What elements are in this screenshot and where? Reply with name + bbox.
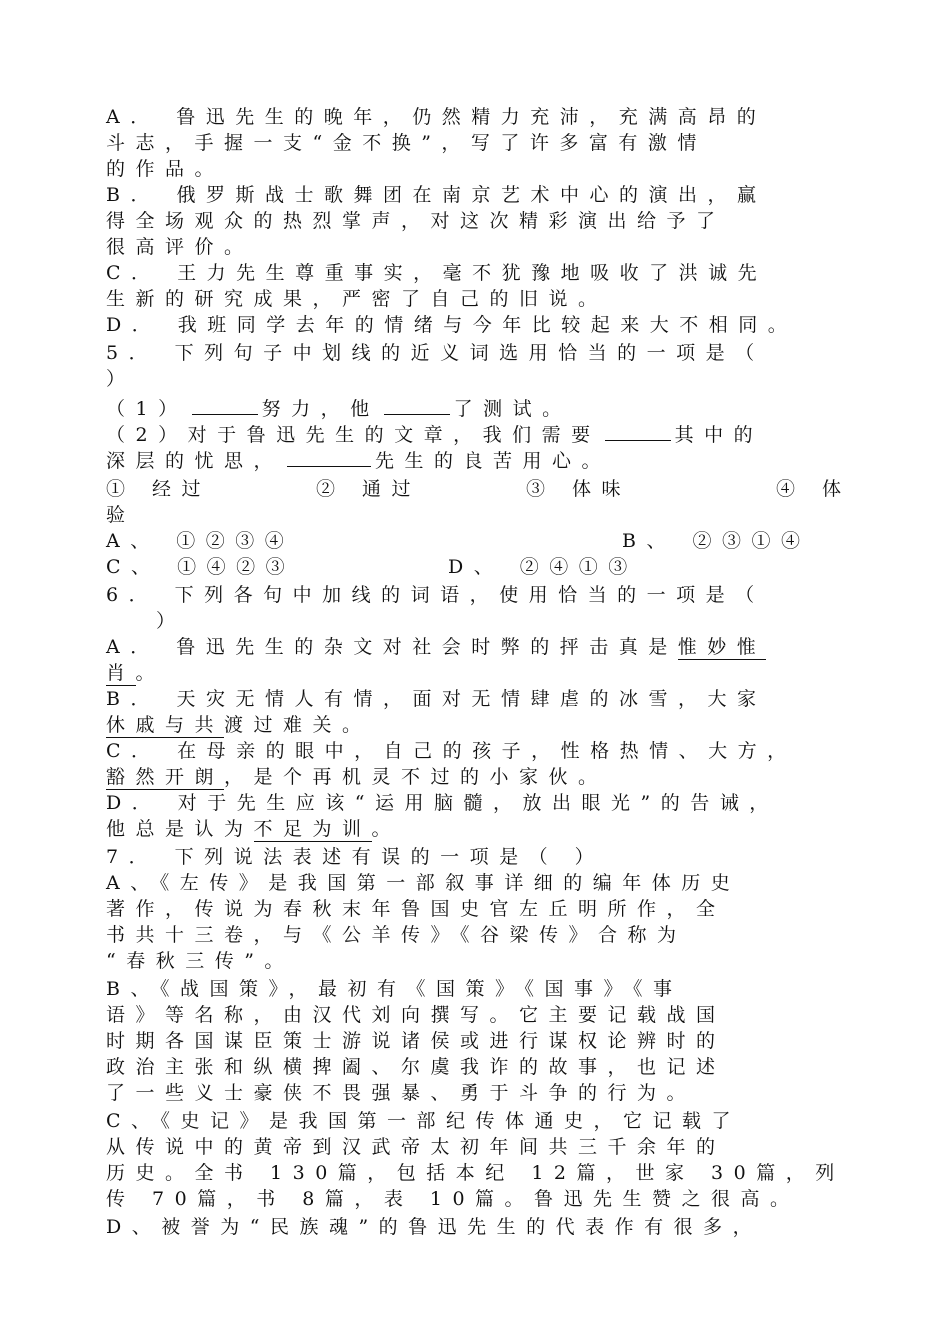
q6-option-d-line1: D． 对于先生应该“运用脑髓，放出眼光”的告诫， [106,792,779,814]
q6-a-prefix: A． 鲁迅先生的杂文对社会时弊的抨击真是 [106,636,678,658]
q7-option-c-line3: 历史。全书 130篇，包括本纪 12篇，世家 30篇，列 [106,1162,845,1184]
q7-option-a-line4: “春秋三传”。 [106,950,294,972]
q6-d-suffix: 。 [371,818,402,840]
q7-option-b-line2: 语》等名称，由汉代刘向撰写。它主要记载战国 [106,1004,726,1026]
q7-stem: 7． 下列说法表述有误的一项是（ ） [106,846,605,868]
q6-option-b-line1: B． 天灾无情人有情，面对无情肆虐的冰雪，大家 [106,688,767,710]
q7-option-c-line1: C、《史记》是我国第一部纪传体通史，它记载了 [106,1110,742,1132]
q5-stem-line2: ） [106,368,136,390]
q5-option-b: B、 ②③①④ [622,530,811,552]
q6-b-suffix: 渡过难关。 [224,714,372,736]
q7-option-a-line2: 著作，传说为春秋末年鲁国史官左丘明所作，全 [106,898,726,920]
q5-blank-3 [605,422,671,441]
q5-s1-suffix: 了测试。 [453,398,572,420]
q5-s2-prefix: （2）对于鲁迅先生的文章，我们需要 [106,424,601,446]
q6-stem-line2: ） [156,610,186,632]
q5-word-1: ① 经过 [106,478,212,500]
q6-b-underlined-word: 休戚与共 [106,714,225,736]
q6-a-underlined-word: 惟妙惟 [677,636,767,658]
q5-stem-line1: 5． 下列句子中划线的近义词选用恰当的一项是（ [106,342,765,364]
q5-s2-suffix: 其中的 [674,424,764,446]
q7-option-a-line3: 书共十三卷，与《公羊传》《谷梁传》合称为 [106,924,687,946]
q7-option-b-line4: 政治主张和纵横捭阖、尔虞我诈的故事，也记述 [106,1056,726,1078]
q7-option-b-line3: 时期各国谋臣策士游说诸侯或进行谋权论辨时的 [106,1030,726,1052]
q5-word-4-wrap: 验 [106,504,136,526]
q5-sentence-2 [106,422,763,448]
q6-option-d-line2 [106,816,401,842]
q5-word-choices [106,476,852,502]
q5-s1-middle: 努力，他 [261,398,380,420]
q6-d-prefix: 他总是认为 [106,818,254,840]
q6-a-underlined-word-cont: 肖 [106,662,136,684]
q4-option-c-line1: C． 王力先生尊重事实，毫不犹豫地吸收了洪诚先 [106,262,768,284]
q6-option-c-line1: C． 在母亲的眼中，自己的孩子，性格热情、大方， [106,740,797,762]
q5-option-c: C、 ①④②③ [106,556,296,578]
q5-options-ab [106,528,811,554]
q6-c-suffix: ，是个再机灵不过的小家伙。 [224,766,608,788]
q5-sentence-1 [106,396,572,422]
q5-option-a: A、 ①②③④ [106,530,295,552]
q6-option-a-line2 [106,660,165,686]
q5-blank-4 [287,448,371,467]
q6-option-a-line1 [106,634,766,660]
q6-d-underlined-word: 不足为训 [253,818,372,840]
q5-option-d: D、 ②④①③ [448,556,638,578]
q6-option-b-line2 [106,712,372,738]
q7-option-b-line5: 了一些义士豪侠不畏强暴、勇于斗争的行为。 [106,1082,697,1104]
q4-option-d-line1: D． 我班同学去年的情绪与今年比较起来大不相同。 [106,314,798,336]
q5-blank-2 [384,396,450,415]
q4-option-a-line3: 的作品。 [106,158,225,180]
q4-option-b-line3: 很高评价。 [106,236,254,258]
q6-option-c-line2 [106,764,608,790]
q6-a-suffix: 。 [135,662,166,684]
q4-option-c-line2: 生新的研究成果，严密了自己的旧说。 [106,288,608,310]
q4-option-b-line1: B． 俄罗斯战士歌舞团在南京艺术中心的演出，赢 [106,184,767,206]
q7-option-d-line1: D、被誉为“民族魂”的鲁迅先生的代表作有很多， [106,1216,763,1238]
q6-c-underlined-word: 豁然开朗 [106,766,225,788]
q5-word-3: ③ 体味 [526,478,632,500]
q5-word-2: ② 通过 [316,478,422,500]
q5-options-cd [106,554,638,580]
q7-option-c-line2: 从传说中的黄帝到汉武帝太初年间共三千余年的 [106,1136,726,1158]
q5-s3-suffix: 先生的良苦用心。 [375,450,612,472]
q4-option-b-line2: 得全场观众的热烈掌声，对这次精彩演出给予了 [106,210,726,232]
q5-s3-prefix: 深层的忧思， [106,450,284,472]
q7-option-c-line4: 传 70篇，书 8篇，表 10篇。鲁迅先生赞之很高。 [106,1188,800,1210]
q4-option-a-line1: A． 鲁迅先生的晚年，仍然精力充沛，充满高昂的 [106,106,767,128]
q5-sentence-3 [106,448,611,474]
q6-stem-line1: 6． 下列各句中加线的词语，使用恰当的一项是（ [106,584,765,606]
q4-option-a-line2: 斗志，手握一支“金不换”，写了许多富有激情 [106,132,707,154]
q5-blank-1 [192,396,258,415]
q5-word-4: ④ 体 [776,478,852,500]
q5-s1-prefix: （1） [106,398,188,420]
q7-option-a-line1: A、《左传》是我国第一部叙事详细的编年体历史 [106,872,741,894]
q7-option-b-line1: B、《战国策》，最初有《国策》《国事》《事 [106,978,683,1000]
